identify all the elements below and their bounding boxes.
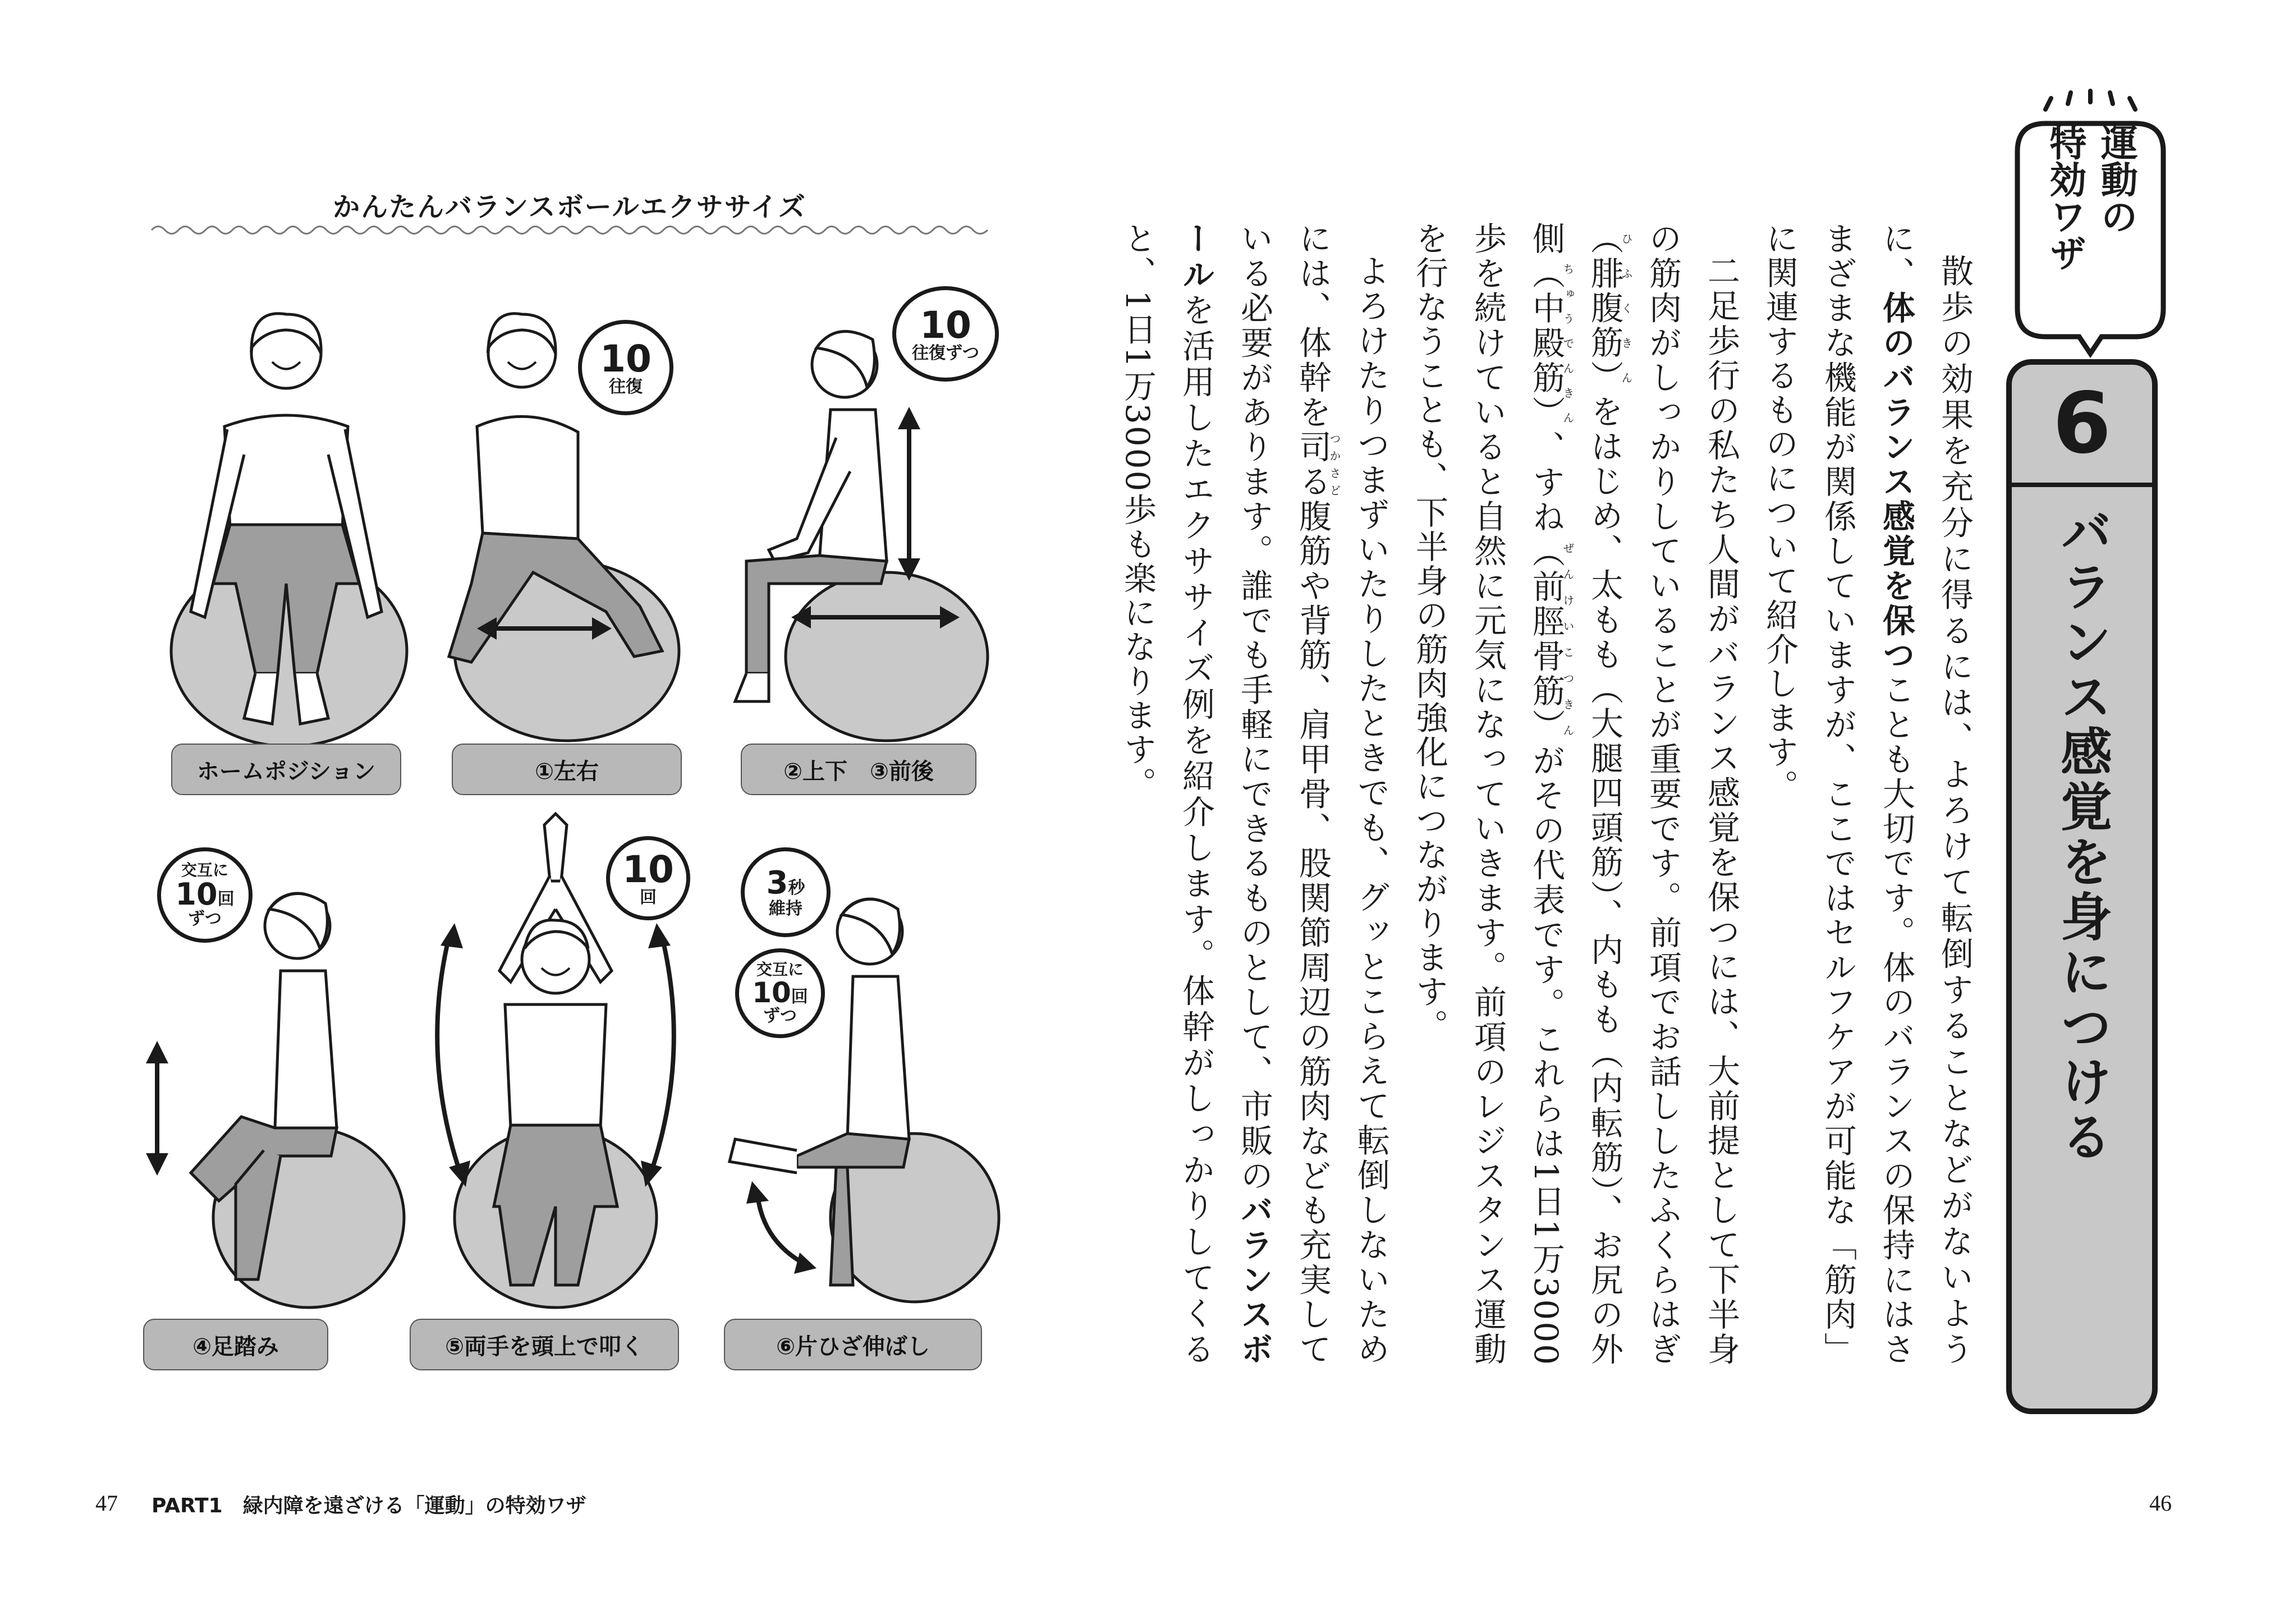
chapter-title-wrap	[2006, 505, 2158, 1347]
repetition-badge: 10 回	[606, 836, 690, 920]
exercise-label-clap-overhead: ⑤両手を頭上で叩く	[410, 1319, 679, 1370]
paragraph: 散歩の効果を充分に得るには、よろけて転倒することなどがないように、体のバランス感覚を保つことも大切です。体のバランスの保持にはさまざまな機能が関係していますが、ここではセルフケアが可能な「筋肉」に関連するものについて紹介します。	[1760, 222, 1974, 1366]
exercise-card-home	[152, 269, 421, 797]
exercise-label-left-right: ①左右	[452, 744, 682, 795]
section-label: 運動の 特効ワザ	[2043, 123, 2138, 272]
exercise-card-left-right	[438, 269, 707, 797]
repetition-badge: 10 往復ずつ	[892, 286, 999, 382]
page-number-right: 46	[2149, 1490, 2172, 1516]
home-position-illustration	[152, 269, 421, 746]
exercise-label-marching: ④足踏み	[143, 1319, 328, 1370]
exercise-label-up-down: ②上下 ③前後	[741, 744, 976, 795]
exercise-card-knee-extension	[724, 836, 1004, 1375]
exercise-card-up-down	[724, 269, 999, 797]
exercise-label-knee-extension: ⑥片ひざ伸ばし	[724, 1319, 982, 1370]
paragraph: 二足歩行の私たち人間がバランス感覚を保つには、大前提として下半身の筋肉がしっかりしていることが重要です。前項でお話ししたふくらはぎ（腓腹筋）ひふくきんをはじめ、太もも（大腿四頭筋）、内もも（内転筋）、お尻の外側（中殿筋）ちゅうでんきん、すね（前脛骨筋）ぜんけいこつきんがその代表です。これらは1日1万3000歩を続けていると自然に元気になっていきます。前項のレジスタンス運動を行なうことも、下半身の筋肉強化につながります。	[1410, 222, 1740, 1367]
repetition-badge: 10 往復	[578, 320, 673, 415]
exercise-card-marching	[140, 836, 410, 1375]
body-text	[1118, 222, 1984, 1367]
wavy-divider	[152, 222, 988, 238]
left-right-illustration	[438, 269, 707, 746]
page-number-left: 47	[95, 1490, 118, 1516]
running-head: PART1 緑内障を遠ざける「運動」の特効ワザ	[152, 1494, 586, 1517]
chapter-number: 6	[2052, 375, 2112, 472]
hold-badge: 3秒 維持	[741, 847, 831, 937]
repetition-badge: 交互に 10回 ずつ	[735, 948, 825, 1038]
repetition-badge: 交互に 10回 ずつ	[157, 847, 253, 943]
exercise-section-title: かんたんバランスボールエクササイズ	[333, 191, 806, 223]
chapter-rule	[2012, 483, 2152, 487]
exercise-card-clap-overhead	[410, 814, 701, 1375]
chapter-title: バランス感覚を身につける	[2052, 505, 2112, 1165]
exercise-label-home: ホームポジション	[171, 744, 401, 795]
paragraph: よろけたりつまずいたりしたときでも、グッとこらえて転倒しないためには、体幹を司るつかさど腹筋や背筋、肩甲骨、股関節周辺の筋肉なども充実している必要があります。誰でも手軽にできるものとして、市販のバランスボールを活用したエクササイズ例を紹介します。体幹がしっかりしてくると、1日1万3000歩も楽になります。	[1118, 222, 1390, 1367]
